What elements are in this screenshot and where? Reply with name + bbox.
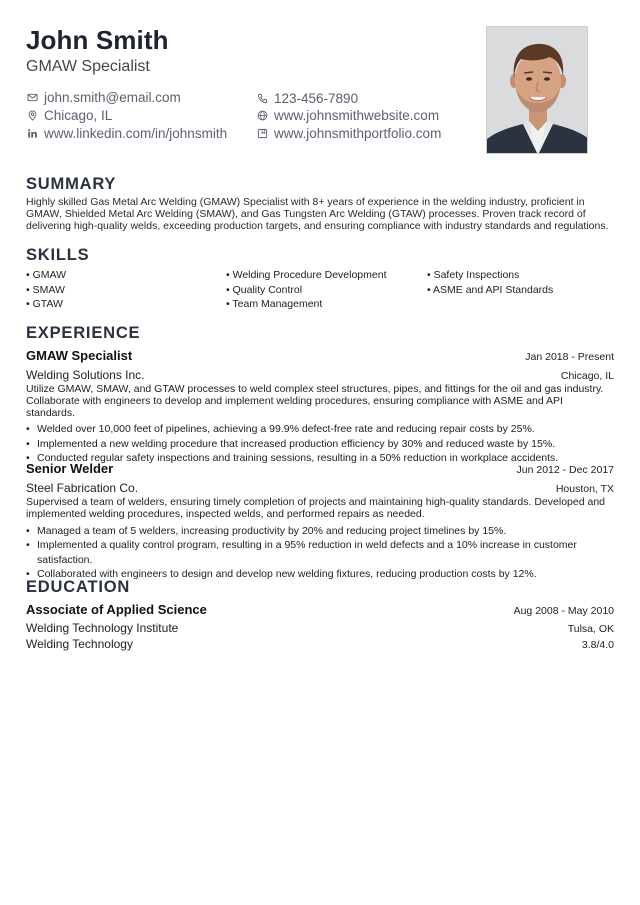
list-item: • Conducted regular safety inspections and training sessions, resulting in a 50% reduction in workplace accidents.	[26, 451, 614, 466]
contact-linkedin[interactable]	[26, 124, 227, 142]
contact-linkedin-text: www.linkedin.com/in/johnsmith	[44, 125, 228, 141]
skill-item: • Safety Inspections	[427, 269, 520, 281]
skill-item: • GTAW	[26, 298, 63, 310]
edu-location: Tulsa, OK	[567, 623, 614, 635]
skills-heading: SKILLS	[26, 246, 90, 264]
contact-email[interactable]	[26, 88, 181, 106]
profile-photo	[486, 26, 588, 154]
list-item: • Implemented a quality control program, resulting in a 95% reduction in weld defects and a 10% increase in customer satisfaction.	[26, 538, 614, 567]
skill-item: • GMAW	[26, 269, 67, 281]
job-achievements	[26, 524, 614, 582]
summary-heading: SUMMARY	[26, 175, 117, 193]
contact-portfolio-text: www.johnsmithportfolio.com	[274, 125, 442, 141]
list-item: • Managed a team of 5 welders, increasing productivity by 20% and reducing project timelines by 15%.	[26, 524, 614, 539]
list-item: • Welded over 10,000 feet of pipelines, achieving a 99.9% defect-free rate and reducing repair costs by 25%.	[26, 422, 614, 437]
contact-location-text: Chicago, IL	[44, 107, 113, 123]
contact-phone-text: 123-456-7890	[274, 90, 359, 106]
phone-icon	[256, 92, 268, 104]
job-description: Supervised a team of welders, ensuring timely completion of projects and maintaining high-quality standards. Developed and implemented welding procedures, inspected welds, and performed repairs as needed.	[26, 496, 605, 520]
contact-location	[26, 106, 112, 124]
job-role: Senior Welder	[26, 461, 114, 476]
skill-item: • Team Management	[226, 298, 323, 310]
edu-degree: Associate of Applied Science	[26, 602, 207, 617]
job-entry	[26, 461, 614, 582]
linkedin-icon	[26, 127, 38, 139]
contact-email-text: john.smith@email.com	[44, 89, 181, 105]
job-location: Chicago, IL	[560, 370, 614, 382]
contact-portfolio[interactable]	[256, 124, 441, 142]
edu-dates: Aug 2008 - May 2010	[513, 605, 614, 617]
edu-field: Welding Technology	[26, 637, 133, 651]
contact-website[interactable]	[256, 106, 439, 124]
resume-page	[26, 24, 614, 651]
job-location: Houston, TX	[555, 483, 614, 495]
portfolio-icon	[256, 127, 268, 139]
contact-website-text: www.johnsmithwebsite.com	[274, 107, 440, 123]
list-item: • Collaborated with engineers to design and develop new welding fixtures, reducing production costs by 12%.	[26, 567, 614, 582]
experience-heading: EXPERIENCE	[26, 324, 141, 342]
candidate-name: John Smith	[26, 25, 169, 55]
job-description: Utilize GMAW, SMAW, and GTAW processes to weld complex steel structures, pipes, and fittings for the oil and gas industry. Collaborate with engineers to develop and implement welding procedures, ensuring compliance with ASME and API standards.	[26, 383, 604, 419]
edu-gpa: 3.8/4.0	[581, 639, 614, 651]
list-item: • Implemented a new welding procedure that increased production efficiency by 30% and reduced waste by 15%.	[26, 437, 614, 452]
job-dates: Jun 2012 - Dec 2017	[516, 464, 614, 476]
skill-item: • Welding Procedure Development	[226, 269, 387, 281]
edu-school: Welding Technology Institute	[26, 621, 179, 635]
job-role: GMAW Specialist	[26, 348, 133, 363]
job-dates: Jan 2018 - Present	[525, 351, 614, 363]
education-entry	[26, 602, 614, 651]
job-company: Welding Solutions Inc.	[26, 368, 145, 382]
job-achievements	[26, 422, 614, 466]
job-entry	[26, 348, 614, 466]
skill-item: • SMAW	[26, 284, 65, 296]
envelope-icon	[26, 91, 38, 103]
skill-item: • ASME and API Standards	[427, 284, 554, 296]
location-pin-icon	[26, 109, 38, 121]
candidate-title: GMAW Specialist	[26, 58, 150, 75]
skill-item: • Quality Control	[226, 284, 303, 296]
job-company: Steel Fabrication Co.	[26, 481, 139, 495]
resume-header	[26, 24, 614, 158]
contact-phone[interactable]	[256, 89, 358, 107]
globe-icon	[256, 109, 268, 121]
education-heading: EDUCATION	[26, 578, 131, 596]
summary-text: Highly skilled Gas Metal Arc Welding (GMAW) Specialist with 8+ years of experience in the welding industry, proficient in GMAW, Shielded Metal Arc Welding (SMAW), and Gas Tungsten Arc Welding (GTAW) processes. Proven track record of delivering high-quality welds, exceeding production targets, and ensuring compliance with industry standards and regulations.	[26, 196, 609, 232]
